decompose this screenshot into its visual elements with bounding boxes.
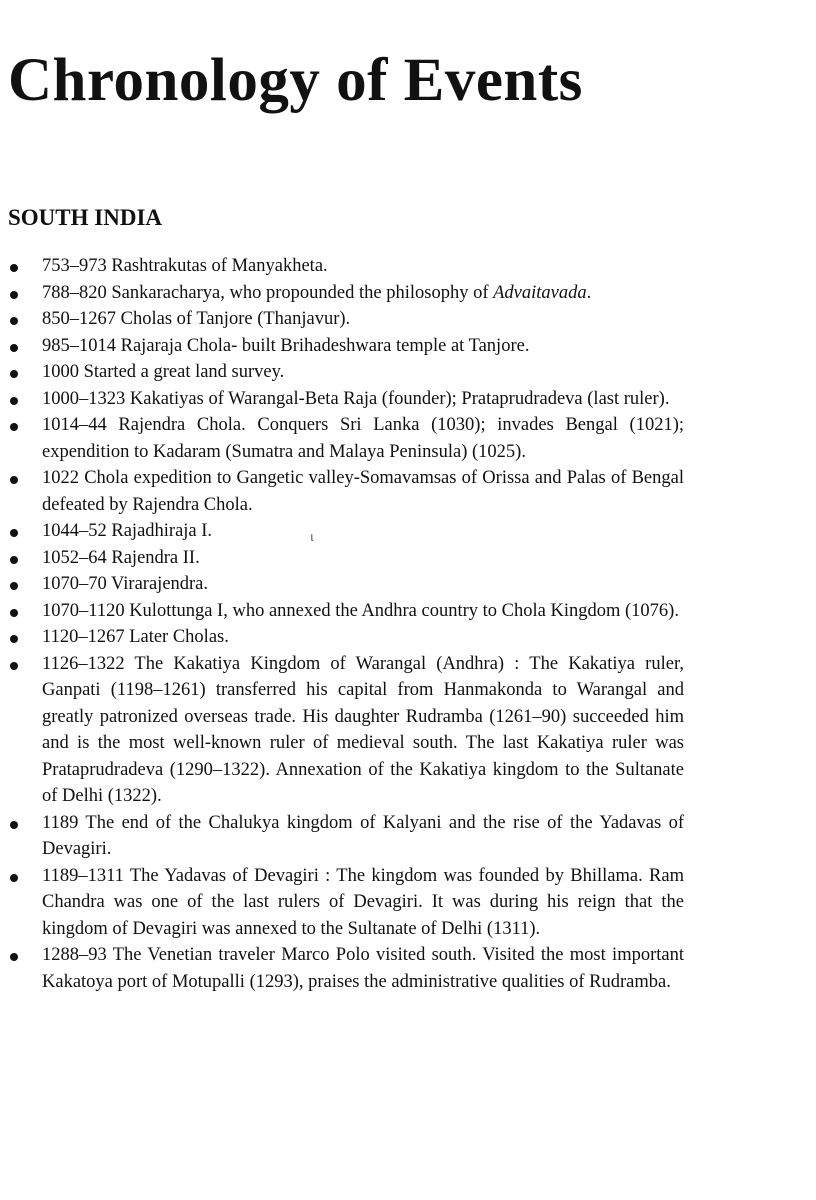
- bullet-icon: [10, 423, 18, 431]
- bullet-icon: [10, 291, 18, 299]
- event-item: [0, 386, 684, 413]
- bullet-icon: [10, 662, 18, 670]
- event-item: [0, 545, 684, 572]
- bullet-icon: [10, 635, 18, 643]
- bullet-icon: [10, 370, 18, 378]
- event-text: 1288–93 The Venetian traveler Marco Polo visited south. Visited the most important Kakatoya port of Motupalli (1293), praises the administrative qualities of Rudramba.: [42, 945, 684, 992]
- bullet-icon: [10, 476, 18, 484]
- event-text: 985–1014 Rajaraja Chola- built Brihadeshwara temple at Tanjore.: [42, 335, 530, 356]
- event-text: 1070–70 Virarajendra.: [42, 574, 209, 594]
- event-text: 788–820 Sankaracharya, who propounded the philosophy of: [42, 282, 494, 303]
- event-tail: .: [586, 282, 592, 303]
- event-text: 1014–44 Rajendra Chola. Conquers Sri Lanka (1030); invades Bengal (1021); expendition to Kadaram (Sumatra and Malaya Peninsula) (1025).: [42, 415, 684, 462]
- event-item: [0, 942, 684, 995]
- event-text: 1022 Chola expedition to Gangetic valley-Somavamsas of Orissa and Palas of Bengal defeated by Rajendra Chola.: [42, 468, 684, 515]
- event-item: [0, 863, 684, 943]
- bullet-icon: [10, 344, 18, 352]
- event-item: [0, 253, 684, 280]
- event-item: [0, 333, 684, 360]
- bullet-icon: [10, 874, 18, 882]
- event-list: [0, 253, 816, 995]
- event-text: 1000–1323 Kakatiyas of Warangal-Beta Raja (founder); Prataprudradeva (last ruler).: [42, 388, 670, 409]
- event-text: 753–973 Rashtrakutas of Manyakheta.: [42, 256, 328, 276]
- bullet-icon: [10, 317, 18, 325]
- event-text: 1126–1322 The Kakatiya Kingdom of Warangal (Andhra) : The Kakatiya ruler, Ganpati (1198–1261) transferred his capital from Hanmakonda to Warangal and greatly patronized overseas trade. His daughter Rudramba (1261–90) succeeded him and is the most well-known ruler of medieval south. The last Kakatiya ruler was Prataprudradeva (1290–1322). Annexation of the Kakatiya kingdom to the Sultanate of Delhi (1322).: [42, 653, 684, 806]
- bullet-icon: [10, 397, 18, 405]
- event-text: 1052–64 Rajendra II.: [42, 547, 200, 568]
- stray-mark: ɩ: [310, 530, 314, 545]
- event-text: 850–1267 Cholas of Tanjore (Thanjavur).: [42, 309, 351, 329]
- bullet-icon: [10, 582, 18, 590]
- event-text: 1000 Started a great land survey.: [42, 362, 285, 382]
- page-title: Chronology of Events: [8, 47, 583, 114]
- event-item: [0, 306, 684, 333]
- event-item: [0, 518, 684, 545]
- event-text: 1044–52 Rajadhiraja I.: [42, 521, 213, 541]
- section-heading: SOUTH INDIA: [8, 205, 163, 230]
- event-item: [0, 624, 684, 651]
- bullet-icon: [10, 821, 18, 829]
- event-item: [0, 359, 684, 386]
- event-text: 1189–1311 The Yadavas of Devagiri : The kingdom was founded by Bhillama. Ram Chandra was one of the last rulers of Devagiri. It was during his reign that the kingdom of Devagiri was annexed to the Sultanate of Delhi (1311).: [42, 865, 684, 939]
- event-emphasis: Advaitavada: [493, 282, 587, 303]
- bullet-icon: [10, 529, 18, 537]
- event-item: [0, 598, 684, 625]
- event-text: 1120–1267 Later Cholas.: [42, 627, 229, 647]
- bullet-icon: [10, 953, 18, 961]
- bullet-icon: [10, 609, 18, 617]
- event-text: 1189 The end of the Chalukya kingdom of Kalyani and the rise of the Yadavas of Devagiri.: [42, 812, 684, 859]
- bullet-icon: [10, 264, 18, 272]
- event-item: [0, 810, 684, 863]
- bullet-icon: [10, 556, 18, 564]
- event-item: [0, 651, 684, 810]
- event-item: [0, 571, 684, 598]
- event-text: 1070–1120 Kulottunga I, who annexed the Andhra country to Chola Kingdom (1076).: [42, 600, 679, 621]
- event-item: [0, 465, 684, 518]
- event-item: [0, 412, 684, 465]
- event-item: [0, 280, 684, 307]
